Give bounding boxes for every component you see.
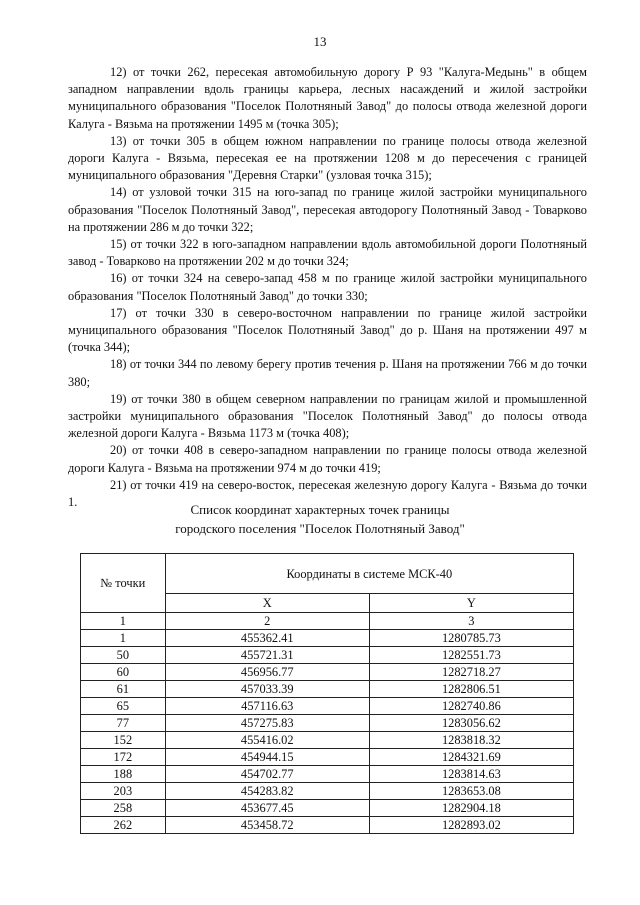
x-coordinate-cell: 455721.31 [165,647,369,664]
x-coordinate-cell: 457116.63 [165,698,369,715]
y-coordinate-cell: 1282893.02 [369,817,573,834]
boundary-description [68,64,587,511]
paragraph: 15) от точки 322 в юго-западном направлении вдоль автомобильной дороги Полотняный завод - Товарково на протяжении 202 м до точки 324; [68,237,587,269]
table-row [81,664,574,681]
table-row [81,749,574,766]
header-point-number: № точки [81,554,166,613]
y-coordinate-cell: 1280785.73 [369,630,573,647]
table-row [81,715,574,732]
y-coordinate-cell: 1282718.27 [369,664,573,681]
point-number-cell: 152 [81,732,166,749]
point-number-cell: 172 [81,749,166,766]
table-row [81,647,574,664]
x-coordinate-cell: 455416.02 [165,732,369,749]
paragraph: 17) от точки 330 в северо-восточном направлении по границе жилой застройки муниципального образования "Поселок Полотняный Завод" до р. Шаня на протяжении 497 м (точка 344); [68,305,587,355]
x-coordinate-cell: 457033.39 [165,681,369,698]
x-coordinate-cell: 454944.15 [165,749,369,766]
caption-line: городского поселения "Поселок Полотняный Завод" [175,521,465,536]
point-number-cell: 60 [81,664,166,681]
y-coordinate-cell: 1283818.32 [369,732,573,749]
y-coordinate-cell: 1283814.63 [369,766,573,783]
table-row [81,783,574,800]
paragraph: 20) от точки 408 в северо-западном направлении по границе полосы отвода железной дороги Калуга - Вязьма на протяжении 974 м до точки 419; [68,443,587,475]
table-header-row [81,554,574,594]
y-coordinate-cell: 1282806.51 [369,681,573,698]
point-number-cell: 188 [81,766,166,783]
header-y: Y [369,594,573,613]
paragraph: 21) от точки 419 на северо-восток, пересекая железную дорогу Калуга - Вязьма до точки 1. [68,477,587,510]
paragraph: 18) от точки 344 по левому берегу против течения р. Шаня на протяжении 766 м до точки 380; [68,357,587,389]
paragraph: 13) от точки 305 в общем южном направлении по границе полосы отвода железной дороги Калуга - Вязьма, пересекая ее на протяжении 1208 м до пересечения с границей муниципального образования "Деревня Старки" (узловая точка 315); [68,133,587,183]
x-coordinate-cell: 454283.82 [165,783,369,800]
point-number-cell: 77 [81,715,166,732]
paragraph: 16) от точки 324 на северо-запад 458 м по границе жилой застройки муниципального образования "Поселок Полотняный Завод" до точки 330; [68,271,587,303]
point-number-cell: 50 [81,647,166,664]
x-coordinate-cell: 457275.83 [165,715,369,732]
point-number-cell: 1 [81,630,166,647]
table-row [81,817,574,834]
table-row [81,630,574,647]
x-coordinate-cell: 453458.72 [165,817,369,834]
point-number-cell: 262 [81,817,166,834]
page-number: 13 [313,34,327,49]
y-coordinate-cell: 1283653.08 [369,783,573,800]
index-cell: 3 [369,613,573,630]
table-body [81,630,574,834]
x-coordinate-cell: 454702.77 [165,766,369,783]
header-coordinate-system: Координаты в системе МСК-40 [165,554,573,594]
point-number-cell: 61 [81,681,166,698]
caption-line: Список координат характерных точек границы [190,502,450,517]
table-row [81,681,574,698]
x-coordinate-cell: 455362.41 [165,630,369,647]
y-coordinate-cell: 1284321.69 [369,749,573,766]
header-x: X [165,594,369,613]
y-coordinate-cell: 1282740.86 [369,698,573,715]
y-coordinate-cell: 1282551.73 [369,647,573,664]
x-coordinate-cell: 453677.45 [165,800,369,817]
index-cell: 2 [165,613,369,630]
paragraph: 19) от точки 380 в общем северном направлении по границам жилой и промышленной застройки муниципального образования "Поселок Полотняный Завод" до полосы отвода железной дороги Калуга - Вязьма 1173 м (точка 408); [68,391,587,441]
table-row [81,732,574,749]
point-number-cell: 203 [81,783,166,800]
y-coordinate-cell: 1283056.62 [369,715,573,732]
x-coordinate-cell: 456956.77 [165,664,369,681]
table-row [81,698,574,715]
index-cell: 1 [81,613,166,630]
table-index-row [81,613,574,630]
y-coordinate-cell: 1282904.18 [369,800,573,817]
paragraph: 14) от узловой точки 315 на юго-запад по границе жилой застройки муниципального образования "Поселок Полотняный Завод", пересекая автодорогу Полотняный Завод - Товарково на протяжении 286 м до точки 322; [68,185,587,234]
coordinates-table [80,553,574,834]
table-row [81,800,574,817]
point-number-cell: 258 [81,800,166,817]
table-caption [0,500,640,538]
point-number-cell: 65 [81,698,166,715]
paragraph: 12) от точки 262, пересекая автомобильную дорогу Р 93 "Калуга-Медынь" в общем западном направлении вдоль границы карьера, лесных насаждений и жилой застройки муниципального образования "Поселок Полотняный Завод" до полосы отвода железной дороги Калуга - Вязьма на протяжении 1495 м (точка 305); [68,65,587,131]
table-row [81,766,574,783]
